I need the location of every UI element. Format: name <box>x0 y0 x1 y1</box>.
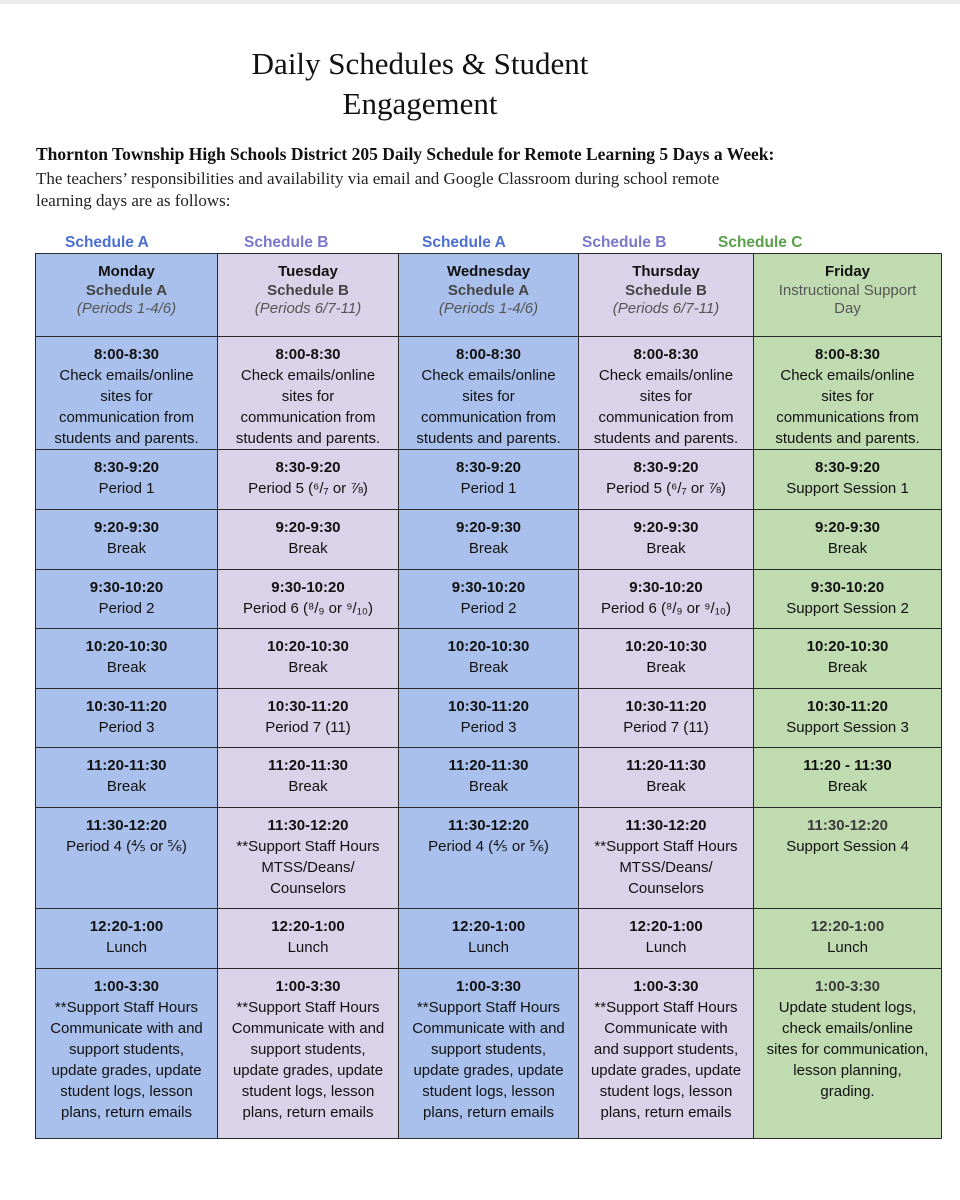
cell-thursday <box>579 510 754 570</box>
time-slot: 9:30-10:20 <box>810 579 885 596</box>
slot-description-line: sites for <box>281 388 335 405</box>
slot-description-line: Communicate with <box>604 1020 728 1037</box>
time-slot: 11:30-12:20 <box>625 817 707 834</box>
slot-description-line: Break <box>468 778 509 795</box>
slot-description-line: plans, return emails <box>600 1104 732 1121</box>
time-slot: 11:20-11:30 <box>625 757 707 774</box>
cell-monday <box>36 629 218 689</box>
time-slot: 12:20-1:00 <box>629 918 703 935</box>
time-slot: 8:30-9:20 <box>93 459 160 476</box>
time-slot: 8:00-8:30 <box>275 346 341 363</box>
slot-description-line: Period 7 (11) <box>265 719 351 736</box>
slot-description-line: plans, return emails <box>242 1104 374 1121</box>
slot-description-line: Break <box>106 540 147 557</box>
cell-wednesday <box>399 909 579 969</box>
slot-description-line: support students, <box>68 1041 185 1058</box>
slot-description-line: Break <box>288 778 328 795</box>
time-slot: 8:00-8:30 <box>633 346 699 363</box>
time-slot: 10:30-11:20 <box>625 698 707 715</box>
schedule-row <box>36 909 942 969</box>
slot-description-line: update grades, update <box>51 1062 202 1079</box>
title-line-1: Daily Schedules & Student <box>251 46 589 81</box>
day-name: Friday <box>824 263 870 280</box>
day-periods: (Periods 6/7-11) <box>612 300 720 317</box>
cell-tuesday <box>218 748 399 808</box>
cell-monday <box>36 689 218 748</box>
slot-description-line: students and parents. <box>775 430 920 447</box>
cell-wednesday <box>399 748 579 808</box>
time-slot: 11:20-11:30 <box>448 757 529 774</box>
slot-description-line: students and parents. <box>593 430 739 447</box>
time-slot: 10:30-11:20 <box>86 698 167 715</box>
slot-description-line: Support Session 4 <box>786 838 909 855</box>
slot-description-line: student logs, lesson <box>599 1083 733 1100</box>
time-slot: 11:30-12:20 <box>448 817 529 834</box>
slot-description-line: Break <box>646 778 686 795</box>
cell-thursday <box>579 450 754 510</box>
time-slot: 8:30-9:20 <box>633 459 699 476</box>
slot-description-line: **Support Staff Hours <box>594 838 738 855</box>
slot-description-line: Lunch <box>827 939 868 956</box>
slot-description-line: Period 1 <box>98 480 155 497</box>
slot-description-line: update grades, update <box>413 1062 564 1079</box>
day-schedule: Schedule A <box>85 282 168 299</box>
cell-wednesday <box>399 450 579 510</box>
slot-description-line: Communicate with and <box>231 1020 385 1037</box>
cell-monday <box>36 748 218 808</box>
slot-description-line: Break <box>468 540 509 557</box>
cell-tuesday <box>218 450 399 510</box>
schedule-table <box>35 253 942 1139</box>
time-slot: 12:20-1:00 <box>810 918 885 935</box>
slot-description-line: MTSS/Deans/ <box>261 859 355 876</box>
time-slot: 10:30-11:20 <box>807 698 888 715</box>
slot-description-line: Break <box>288 540 328 557</box>
slot-description-line: student logs, lesson <box>422 1083 555 1100</box>
slot-description-line: Break <box>288 659 328 676</box>
cell-tuesday <box>218 969 399 1139</box>
slot-description-line: Period 5 (⁶/₇ or ⅞) <box>606 480 726 497</box>
schedule-label-monday: Schedule A <box>65 234 149 251</box>
slot-description-line: Period 6 (⁸/₉ or ⁹/₁₀) <box>242 600 374 617</box>
district-heading: Thornton Township High Schools District 205 Daily Schedule for Remote Learning 5 Days a Week: <box>36 144 775 164</box>
slot-description-line: communication from <box>240 409 376 426</box>
slot-description-line: Check emails/online <box>240 367 376 384</box>
time-slot: 1:00-3:30 <box>633 978 699 995</box>
slot-description-line: Lunch <box>287 939 329 956</box>
cell-friday <box>754 629 942 689</box>
time-slot: 8:30-9:20 <box>814 459 881 476</box>
slot-description-line: Lunch <box>106 939 147 956</box>
cell-friday <box>754 969 942 1139</box>
slot-description-line: sites for communication, <box>766 1041 929 1058</box>
slot-description-line: Period 5 (⁶/₇ or ⅞) <box>248 480 368 497</box>
slot-description-line: support students, <box>250 1041 366 1058</box>
slot-description-line: plans, return emails <box>423 1104 554 1121</box>
slot-description-line: communication from <box>58 409 195 426</box>
cell-wednesday <box>399 337 579 450</box>
time-slot: 8:30-9:20 <box>275 459 341 476</box>
header-friday <box>754 254 942 337</box>
cell-wednesday <box>399 808 579 909</box>
slot-description-line: students and parents. <box>235 430 381 447</box>
slot-description-line: students and parents. <box>54 430 199 447</box>
slot-description-line: Support Session 2 <box>786 600 909 617</box>
slot-description-line: Check emails/online <box>598 367 734 384</box>
slot-description-line: **Support Staff Hours <box>236 999 380 1016</box>
slot-description-line: student logs, lesson <box>60 1083 193 1100</box>
time-slot: 11:30-12:20 <box>267 817 349 834</box>
cell-friday <box>754 909 942 969</box>
cell-tuesday <box>218 909 399 969</box>
time-slot: 10:20-10:30 <box>85 638 168 655</box>
intro-paragraph <box>36 168 806 212</box>
slot-description-line: update grades, update <box>590 1062 742 1079</box>
time-slot: 11:20-11:30 <box>86 757 167 774</box>
time-slot: 10:30-11:20 <box>448 698 529 715</box>
slot-description-line: Communicate with and <box>412 1020 565 1037</box>
time-slot: 12:20-1:00 <box>271 918 345 935</box>
slot-description-line: Break <box>827 659 868 676</box>
slot-description-line: Period 4 (⅘ or ⅚) <box>66 838 187 855</box>
cell-friday <box>754 689 942 748</box>
time-slot: 9:20-9:30 <box>455 519 522 536</box>
slot-description-line: communications from <box>776 409 919 426</box>
schedule-labels <box>0 234 960 252</box>
slot-description-line: MTSS/Deans/ <box>619 859 713 876</box>
day-name: Monday <box>98 263 155 280</box>
slot-description-line: student logs, lesson <box>241 1083 375 1100</box>
slot-description-line: Check emails/online <box>780 367 915 384</box>
slot-description-line: update grades, update <box>232 1062 384 1079</box>
slot-description-line: Lunch <box>468 939 509 956</box>
header-wednesday <box>399 254 579 337</box>
schedule-row <box>36 337 942 450</box>
time-slot: 10:20-10:30 <box>447 638 530 655</box>
cell-wednesday <box>399 969 579 1139</box>
cell-tuesday <box>218 629 399 689</box>
time-slot: 9:30-10:20 <box>629 579 703 596</box>
slot-description-line: Update student logs, <box>778 999 917 1016</box>
cell-monday <box>36 808 218 909</box>
cell-tuesday <box>218 337 399 450</box>
time-slot: 9:30-10:20 <box>271 579 345 596</box>
slot-description-line: Support Session 3 <box>786 719 909 736</box>
schedule-row <box>36 689 942 748</box>
cell-thursday <box>579 570 754 629</box>
day-periods: (Periods 6/7-11) <box>254 300 362 317</box>
schedule-row <box>36 808 942 909</box>
day-name: Thursday <box>632 263 700 280</box>
slot-description-line: grading. <box>820 1083 875 1100</box>
intro-line-1: The teachers’ responsibilities and availability via email and Google Classroom during school remote <box>36 169 720 188</box>
schedule-row <box>36 450 942 510</box>
cell-thursday <box>579 909 754 969</box>
slot-description-line: **Support Staff Hours <box>54 999 199 1016</box>
slot-description-line: Period 6 (⁸/₉ or ⁹/₁₀) <box>600 600 732 617</box>
slot-description-line: communication from <box>420 409 557 426</box>
slot-description-line: Break <box>106 778 147 795</box>
slot-description-line: Counselors <box>270 880 346 897</box>
time-slot: 9:20-9:30 <box>814 519 881 536</box>
time-slot: 10:20-10:30 <box>625 638 707 655</box>
slot-description-line: check emails/online <box>782 1020 913 1037</box>
schedule-label-wednesday: Schedule A <box>422 234 506 251</box>
slot-description-line: plans, return emails <box>61 1104 192 1121</box>
cell-wednesday <box>399 510 579 570</box>
slot-description-line: **Support Staff Hours <box>416 999 561 1016</box>
slot-description-line: **Support Staff Hours <box>236 838 380 855</box>
time-slot: 10:30-11:20 <box>267 698 349 715</box>
slot-description-line: support students, <box>430 1041 547 1058</box>
slot-description-line: Period 1 <box>460 480 517 497</box>
slot-description-line: Lunch <box>645 939 687 956</box>
time-slot: 10:20-10:30 <box>267 638 349 655</box>
slot-description-line: Support Session 1 <box>786 480 909 497</box>
slot-description-line: communication from <box>598 409 734 426</box>
time-slot: 8:00-8:30 <box>93 346 160 363</box>
time-slot: 10:20-10:30 <box>806 638 889 655</box>
cell-tuesday <box>218 510 399 570</box>
cell-monday <box>36 337 218 450</box>
slot-description-line: sites for <box>639 388 693 405</box>
cell-wednesday <box>399 570 579 629</box>
slot-description-line: and support students, <box>593 1041 739 1058</box>
cell-friday <box>754 450 942 510</box>
day-schedule: Schedule A <box>447 282 530 299</box>
time-slot: 1:00-3:30 <box>275 978 341 995</box>
slot-description-line: Break <box>106 659 147 676</box>
cell-thursday <box>579 808 754 909</box>
slot-description-line: Check emails/online <box>59 367 194 384</box>
schedule-row <box>36 570 942 629</box>
slot-description-line: Communicate with and <box>50 1020 203 1037</box>
slot-description-line: Period 7 (11) <box>623 719 709 736</box>
time-slot: 9:20-9:30 <box>633 519 699 536</box>
slot-description-line: Break <box>646 659 686 676</box>
cell-thursday <box>579 689 754 748</box>
intro-line-2: learning days are as follows: <box>36 191 231 210</box>
cell-friday <box>754 748 942 808</box>
slot-description-line: Check emails/online <box>421 367 556 384</box>
slot-description-line: sites for <box>100 388 153 405</box>
time-slot: 11:30-12:20 <box>807 817 888 834</box>
cell-friday <box>754 337 942 450</box>
time-slot: 11:30-12:20 <box>86 817 167 834</box>
day-name: Wednesday <box>446 263 531 280</box>
page-title <box>180 44 660 124</box>
cell-tuesday <box>218 689 399 748</box>
time-slot: 11:20-11:30 <box>267 757 349 774</box>
cell-tuesday <box>218 570 399 629</box>
slot-description-line: Break <box>827 778 868 795</box>
cell-friday <box>754 510 942 570</box>
day-schedule-line-1: Instructional Support <box>778 282 917 299</box>
schedule-body <box>36 337 942 1139</box>
slot-description-line: **Support Staff Hours <box>594 999 738 1016</box>
time-slot: 8:30-9:20 <box>455 459 522 476</box>
slot-description-line: Period 3 <box>98 719 155 736</box>
day-schedule: Schedule B <box>267 282 349 299</box>
day-schedule-line-2: Day <box>834 300 861 317</box>
schedule-row <box>36 510 942 570</box>
cell-monday <box>36 909 218 969</box>
schedule-row <box>36 969 942 1139</box>
header-monday <box>36 254 218 337</box>
time-slot: 1:00-3:30 <box>814 978 881 995</box>
slot-description-line: Break <box>468 659 509 676</box>
schedule-row <box>36 629 942 689</box>
title-line-2: Engagement <box>342 86 498 121</box>
cell-monday <box>36 570 218 629</box>
cell-thursday <box>579 969 754 1139</box>
time-slot: 9:20-9:30 <box>275 519 341 536</box>
day-schedule: Schedule B <box>625 282 707 299</box>
cell-thursday <box>579 337 754 450</box>
top-rule <box>0 0 960 4</box>
cell-thursday <box>579 629 754 689</box>
slot-description-line: students and parents. <box>416 430 561 447</box>
cell-tuesday <box>218 808 399 909</box>
time-slot: 8:00-8:30 <box>814 346 881 363</box>
slot-description-line: Period 4 (⅘ or ⅚) <box>428 838 549 855</box>
time-slot: 1:00-3:30 <box>455 978 522 995</box>
slot-description-line: Period 2 <box>460 600 517 617</box>
time-slot: 11:20 - 11:30 <box>803 757 892 774</box>
schedule-label-friday: Schedule C <box>718 234 803 251</box>
slot-description-line: Break <box>827 540 868 557</box>
slot-description-line: Counselors <box>628 880 704 897</box>
slot-description-line: Break <box>646 540 686 557</box>
slot-description-line: Period 3 <box>460 719 517 736</box>
schedule-row <box>36 748 942 808</box>
slot-description-line: Period 2 <box>98 600 155 617</box>
time-slot: 9:30-10:20 <box>451 579 526 596</box>
time-slot: 12:20-1:00 <box>451 918 526 935</box>
header-tuesday <box>218 254 399 337</box>
time-slot: 9:30-10:20 <box>89 579 164 596</box>
cell-monday <box>36 450 218 510</box>
schedule-label-thursday: Schedule B <box>582 234 667 251</box>
cell-thursday <box>579 748 754 808</box>
cell-monday <box>36 969 218 1139</box>
schedule-label-tuesday: Schedule B <box>244 234 329 251</box>
cell-wednesday <box>399 629 579 689</box>
cell-friday <box>754 808 942 909</box>
time-slot: 8:00-8:30 <box>455 346 522 363</box>
header-row <box>36 254 942 337</box>
day-name: Tuesday <box>278 263 338 280</box>
cell-monday <box>36 510 218 570</box>
slot-description-line: sites for <box>821 388 874 405</box>
slot-description-line: lesson planning, <box>793 1062 902 1079</box>
header-thursday <box>579 254 754 337</box>
time-slot: 12:20-1:00 <box>89 918 164 935</box>
time-slot: 1:00-3:30 <box>93 978 160 995</box>
slot-description-line: sites for <box>462 388 515 405</box>
time-slot: 9:20-9:30 <box>93 519 160 536</box>
day-periods: (Periods 1-4/6) <box>438 300 539 317</box>
cell-friday <box>754 570 942 629</box>
day-periods: (Periods 1-4/6) <box>76 300 177 317</box>
cell-wednesday <box>399 689 579 748</box>
